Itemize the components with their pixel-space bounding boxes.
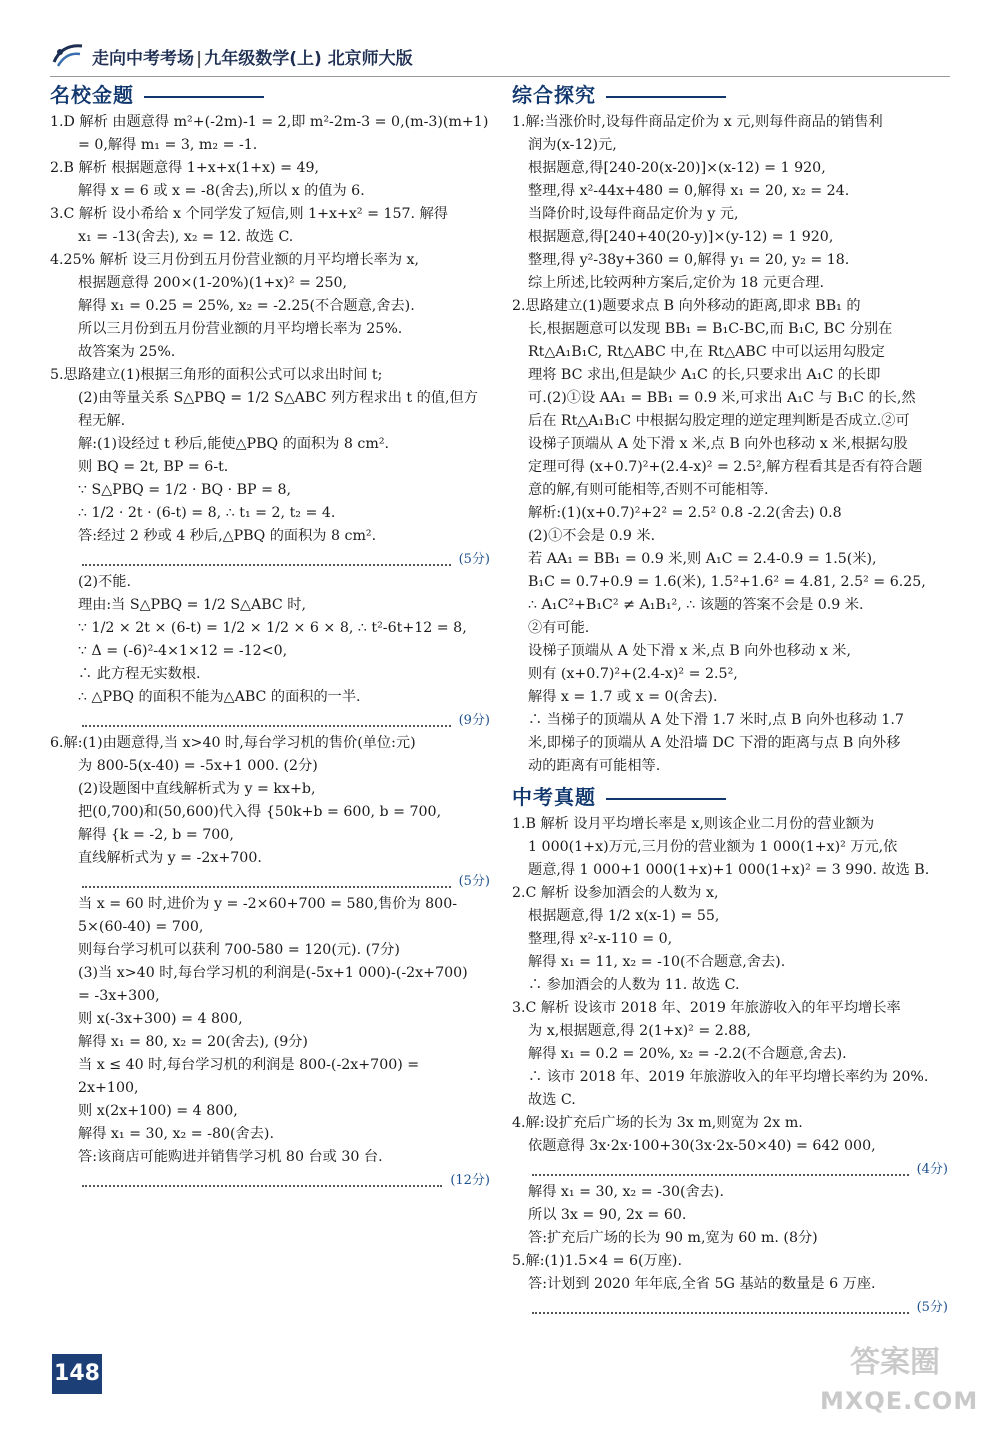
text-line: = -3x+300, <box>78 988 160 1004</box>
right-content-2 <box>512 813 948 1319</box>
text-line: ∴ 此方程无实数根. <box>78 666 201 682</box>
text-line: ∵ 1/2 × 2t × (6-t) = 1/2 × 1/2 × 6 × 8, ∴ t²-6t+12 = 8, <box>78 620 467 636</box>
text-line: 后在 Rt△A₁B₁C 中根据勾股定理的逆定理判断是否成立.②可 <box>528 413 910 429</box>
text-line: 5×(60-40) = 700, <box>78 919 204 935</box>
edition-name: 北京师大版 <box>327 49 413 69</box>
text-line: ∴ 该市 2018 年、2019 年旅游收入的年平均增长率约为 20%. <box>528 1069 929 1085</box>
score-marker: (4分) <box>512 1158 948 1181</box>
text-line: 意的解,有则可能相等,否则不可能相等. <box>528 482 769 498</box>
text-line: 5.思路建立(1)根据三角形的面积公式可以求出时间 t; <box>50 367 383 383</box>
text-line: 程无解. <box>78 413 126 429</box>
brand-name: 走向中考考场 <box>92 49 194 69</box>
text-line: (2)设题图中直线解析式为 y = kx+b, <box>78 781 316 797</box>
watermark <box>820 1344 979 1426</box>
text-line: 依题意得 3x·2x·100+30(3x·2x-50×40) = 642 000, <box>528 1138 876 1154</box>
text-line: 解得 x = 6 或 x = -8(舍去),所以 x 的值为 6. <box>78 183 365 199</box>
text-line: 为 x,根据题意,得 2(1+x)² = 2.88, <box>528 1023 751 1039</box>
text-line: 则 BQ = 2t, BP = 6-t. <box>78 459 229 475</box>
text-line: 当 x = 60 时,进价为 y = -2×60+700 = 580,售价为 800- <box>78 896 458 912</box>
text-line: 根据题意,得[240+40(20-y)]×(y-12) = 1 920, <box>528 229 834 245</box>
score-marker: (9分) <box>50 709 490 732</box>
text-line: 解得 x₁ = 0.2 = 20%, x₂ = -2.2(不合题意,舍去). <box>528 1046 847 1062</box>
text-line: 4.25% 解析 设三月份到五月份营业额的月平均增长率为 x, <box>50 252 420 268</box>
text-line: 2.思路建立(1)题要求点 B 向外移动的距离,即求 BB₁ 的 <box>512 298 861 314</box>
text-line: 设梯子顶端从 A 处下滑 x 米,点 B 向外也移动 x 米, <box>528 643 851 659</box>
text-line: 长,根据题意可以发现 BB₁ = B₁C-BC,而 B₁C, BC 分别在 <box>528 321 893 337</box>
text-line: 理由:当 S△PBQ = 1/2 S△ABC 时, <box>78 597 306 613</box>
text-line: 若 AA₁ = BB₁ = 0.9 米,则 A₁C = 2.4-0.9 = 1.5(米), <box>528 551 877 567</box>
text-line: 2.B 解析 根据题意得 1+x+x(1+x) = 49, <box>50 160 320 176</box>
text-line: 则每台学习机可以获利 700-580 = 120(元). (7分) <box>78 942 400 958</box>
text-line: 2x+100, <box>78 1080 139 1096</box>
right-content-1 <box>512 111 948 778</box>
text-line: 答:扩充后广场的长为 90 m,宽为 60 m. (8分) <box>528 1230 818 1246</box>
text-line: 解:(1)设经过 t 秒后,能使△PBQ 的面积为 8 cm². <box>78 436 390 452</box>
text-line: 所以三月份到五月份营业额的月平均增长率为 25%. <box>78 321 403 337</box>
text-line: 则 x(2x+100) = 4 800, <box>78 1103 238 1119</box>
text-line: 润为(x-12)元, <box>528 137 617 153</box>
text-line: 解析:(1)(x+0.7)²+2² = 2.5² 0.8 -2.2(舍去) 0.8 <box>528 505 842 521</box>
text-line: 根据题意,得 1/2 x(x-1) = 55, <box>528 908 720 924</box>
text-line: 解得 x₁ = 30, x₂ = -80(舍去). <box>78 1126 274 1142</box>
book-logo-icon <box>50 40 86 70</box>
left-content <box>50 111 490 1192</box>
text-line: (2)①不会是 0.9 米. <box>528 528 656 544</box>
score-marker: (5分) <box>512 1296 948 1319</box>
text-line: 解得 x₁ = 80, x₂ = 20(舍去), (9分) <box>78 1034 308 1050</box>
text-line: 解得 x₁ = 11, x₂ = -10(不合题意,舍去). <box>528 954 786 970</box>
text-line: 3.C 解析 设小希给 x 个同学发了短信,则 1+x+x² = 157. 解得 <box>50 206 448 222</box>
text-line: x₁ = -13(舍去), x₂ = 12. 故选 C. <box>78 229 294 245</box>
section-title-mingxiao: 名校金题 <box>50 84 490 107</box>
text-line: 根据题意,得[240-20(x-20)]×(x-12) = 1 920, <box>528 160 826 176</box>
text-line: 1 000(1+x)万元,三月份的营业额为 1 000(1+x)² 万元,依 <box>528 839 898 855</box>
text-line: 答:经过 2 秒或 4 秒后,△PBQ 的面积为 8 cm². <box>78 528 377 544</box>
text-line: 答:计划到 2020 年年底,全省 5G 基站的数量是 6 万座. <box>528 1276 876 1292</box>
text-line: 解得 x = 1.7 或 x = 0(舍去). <box>528 689 718 705</box>
text-line: 解得 {k = -2, b = 700, <box>78 827 234 843</box>
text-line: 解得 x₁ = 0.25 = 25%, x₂ = -2.25(不合题意,舍去). <box>78 298 415 314</box>
text-line: 3.C 解析 设该市 2018 年、2019 年旅游收入的年平均增长率 <box>512 1000 901 1016</box>
text-line: 整理,得 x²-x-110 = 0, <box>528 931 673 947</box>
text-line: ∴ 当梯子的顶端从 A 处下滑 1.7 米时,点 B 向外也移动 1.7 <box>528 712 904 728</box>
score-marker: (5分) <box>50 870 490 893</box>
text-line: 故答案为 25%. <box>78 344 176 360</box>
text-line: 综上所述,比较两种方案后,定价为 18 元更合理. <box>528 275 824 291</box>
text-line: (3)当 x>40 时,每台学习机的利润是(-5x+1 000)-(-2x+700) <box>78 965 468 981</box>
text-line: 可.(2)①设 AA₁ = BB₁ = 0.9 米,可求出 A₁C 与 B₁C 的长,然 <box>528 390 916 406</box>
text-line: 动的距离有可能相等. <box>528 758 661 774</box>
left-column <box>50 82 490 1192</box>
text-line: 根据题意得 200×(1-20%)(1+x)² = 250, <box>78 275 348 291</box>
page-header <box>50 38 950 74</box>
text-line: (2)由等量关系 S△PBQ = 1/2 S△ABC 列方程求出 t 的值,但方 <box>78 390 478 406</box>
text-line: 理将 BC 求出,但是缺少 A₁C 的长,只要求出 A₁C 的长即 <box>528 367 881 383</box>
text-line: 所以 3x = 90, 2x = 60. <box>528 1207 687 1223</box>
watermark-text: 答案圈 <box>850 1345 940 1380</box>
text-line: 直线解析式为 y = -2x+700. <box>78 850 262 866</box>
page-number: 148 <box>52 1354 102 1394</box>
text-line: 整理,得 y²-38y+360 = 0,解得 y₁ = 20, y₂ = 18. <box>528 252 850 268</box>
text-line: ∵ Δ = (-6)²-4×1×12 = -12<0, <box>78 643 288 659</box>
score-marker: (12分) <box>50 1169 490 1192</box>
text-line: 解得 x₁ = 30, x₂ = -30(舍去). <box>528 1184 724 1200</box>
watermark-url: MXQE.COM <box>820 1387 979 1415</box>
text-line: ∴ A₁C²+B₁C² ≠ A₁B₁², ∴ 该题的答案不会是 0.9 米. <box>528 597 864 613</box>
text-line: 设梯子顶端从 A 处下滑 x 米,点 B 向外也移动 x 米,根据勾股 <box>528 436 908 452</box>
text-line: ②有可能. <box>528 620 590 636</box>
text-line: 2.C 解析 设参加酒会的人数为 x, <box>512 885 719 901</box>
text-line: B₁C = 0.7+0.9 = 1.6(米), 1.5²+1.6² = 4.81, 2.5² = 6.25, <box>528 574 926 590</box>
text-line: 1.B 解析 设月平均增长率是 x,则该企业二月份的营业额为 <box>512 816 875 832</box>
text-line: 为 800-5(x-40) = -5x+1 000. (2分) <box>78 758 318 774</box>
text-line: ∴ 1/2 · 2t · (6-t) = 8, ∴ t₁ = 2, t₂ = 4. <box>78 505 336 521</box>
text-line: ∴ △PBQ 的面积不能为△ABC 的面积的一半. <box>78 689 361 705</box>
text-line: ∵ S△PBQ = 1/2 · BQ · BP = 8, <box>78 482 292 498</box>
text-line: 1.解:当涨价时,设每件商品定价为 x 元,则每件商品的销售利 <box>512 114 883 130</box>
text-line: 则有 (x+0.7)²+(2.4-x)² = 2.5², <box>528 666 738 682</box>
text-line: 1.D 解析 由题意得 m²+(-2m)-1 = 2,即 m²-2m-3 = 0,(m-3)(m+1) <box>50 114 489 130</box>
text-line: 答:该商店可能购进并销售学习机 80 台或 30 台. <box>78 1149 383 1165</box>
text-line: 则 x(-3x+300) = 4 800, <box>78 1011 243 1027</box>
text-line: 定理可得 (x+0.7)²+(2.4-x)² = 2.5²,解方程看其是否有符合题 <box>528 459 923 475</box>
text-line: 题意,得 1 000+1 000(1+x)+1 000(1+x)² = 3 990. 故选 B. <box>528 862 930 878</box>
text-line: 当降价时,设每件商品定价为 y 元, <box>528 206 739 222</box>
header-title: 走向中考考场 | 九年级数学(上) 北京师大版 <box>92 49 413 69</box>
text-line: 6.解:(1)由题意得,当 x>40 时,每台学习机的售价(单位:元) <box>50 735 416 751</box>
text-line: ∴ 参加酒会的人数为 11. 故选 C. <box>528 977 740 993</box>
section-title-zonghe: 综合探究 <box>512 84 948 107</box>
text-line: 米,即梯子的顶端从 A 处沿墙 DC 下滑的距离与点 B 向外移 <box>528 735 901 751</box>
subject-name: 九年级数学(上) <box>204 49 322 69</box>
text-line: (2)不能. <box>78 574 131 590</box>
right-column <box>512 82 948 1319</box>
header-divider <box>50 76 950 77</box>
text-line: 5.解:(1)1.5×4 = 6(万座). <box>512 1253 682 1269</box>
text-line: 当 x ≤ 40 时,每台学习机的利润是 800-(-2x+700) = <box>78 1057 420 1073</box>
section-title-zhongkao: 中考真题 <box>512 786 948 809</box>
text-line: 把(0,700)和(50,600)代入得 {50k+b = 600, b = 700, <box>78 804 442 820</box>
text-line: 4.解:设扩充后广场的长为 3x m,则宽为 2x m. <box>512 1115 803 1131</box>
score-marker: (5分) <box>50 548 490 571</box>
text-line: 故选 C. <box>528 1092 576 1108</box>
text-line: = 0,解得 m₁ = 3, m₂ = -1. <box>78 137 258 153</box>
text-line: 整理,得 x²-44x+480 = 0,解得 x₁ = 20, x₂ = 24. <box>528 183 850 199</box>
text-line: Rt△A₁B₁C, Rt△ABC 中,在 Rt△ABC 中可以运用勾股定 <box>528 344 885 360</box>
